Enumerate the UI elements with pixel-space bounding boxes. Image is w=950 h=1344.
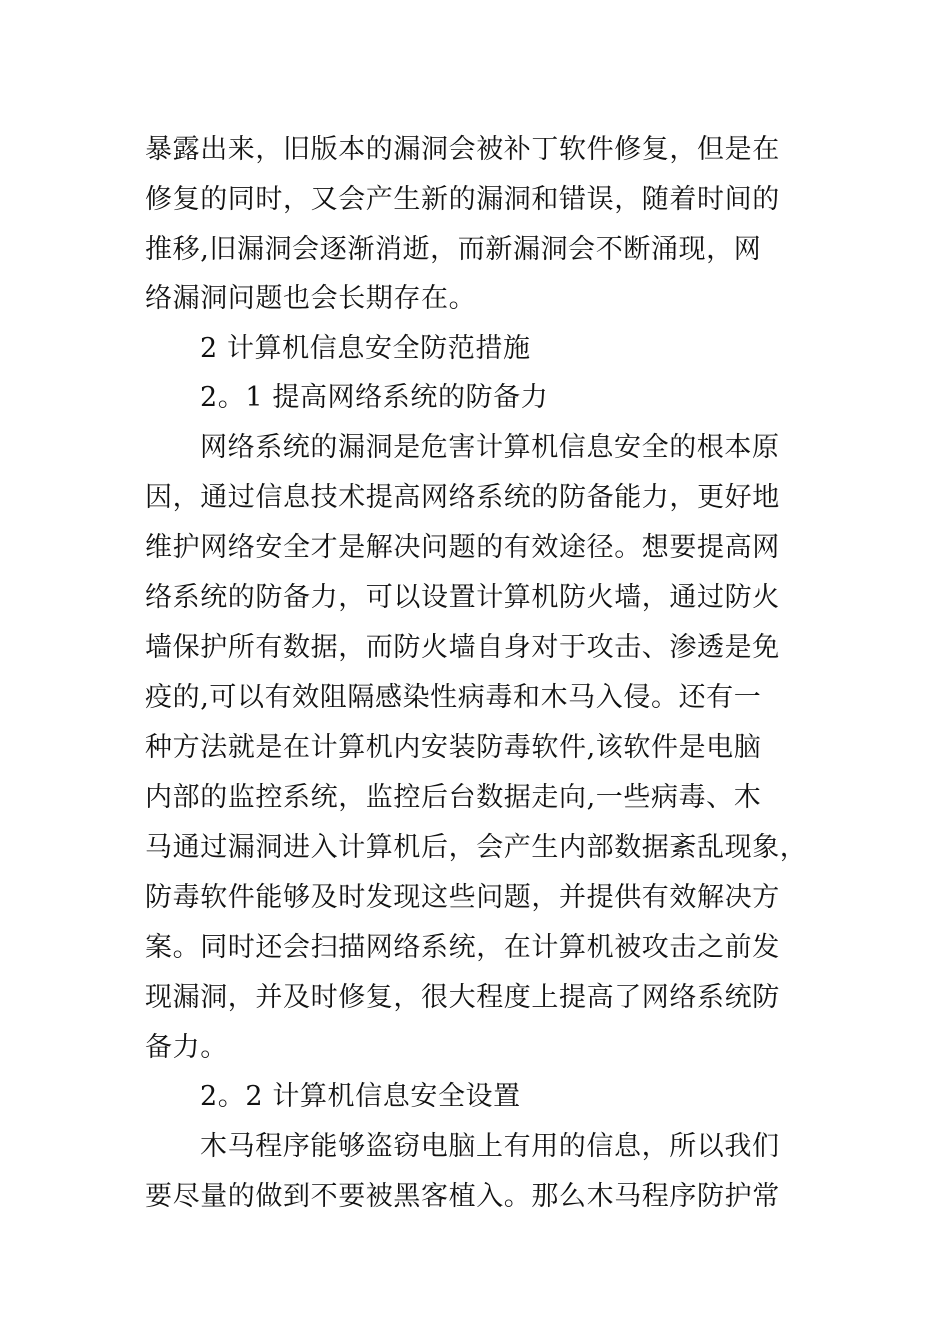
text-line: 修复的同时，又会产生新的漏洞和错误，随着时间的 — [145, 184, 780, 215]
text-line: 防毒软件能够及时发现这些问题，并提供有效解决方 — [145, 882, 780, 913]
text-line: 马通过漏洞进入计算机后，会产生内部数据紊乱现象， — [145, 832, 808, 863]
text-line: 络漏洞问题也会长期存在。 — [145, 283, 477, 314]
text-line: 现漏洞，并及时修复，很大程度上提高了网络系统防 — [145, 982, 780, 1013]
text-line: 种方法就是在计算机内安装防毒软件,该软件是电脑 — [145, 732, 762, 763]
text-line: 因，通过信息技术提高网络系统的防备能力，更好地 — [145, 482, 780, 513]
subsection-heading: 2。2 计算机信息安全设置 — [200, 1081, 521, 1112]
text-line: 墙保护所有数据，而防火墙自身对于攻击、渗透是免 — [145, 632, 780, 663]
text-line: 要尽量的做到不要被黑客植入。那么木马程序防护常 — [145, 1181, 780, 1212]
text-line: 暴露出来，旧版本的漏洞会被补丁软件修复，但是在 — [145, 134, 780, 165]
text-line: 木马程序能够盗窃电脑上有用的信息，所以我们 — [200, 1131, 780, 1162]
text-line: 疫的,可以有效阻隔感染性病毒和木马入侵。还有一 — [145, 682, 762, 713]
text-line: 内部的监控系统，监控后台数据走向,一些病毒、木 — [145, 782, 762, 813]
text-line: 备力。 — [145, 1032, 228, 1063]
text-line: 维护网络安全才是解决问题的有效途径。想要提高网 — [145, 532, 780, 563]
text-line: 网络系统的漏洞是危害计算机信息安全的根本原 — [200, 432, 780, 463]
section-heading: 2 计算机信息安全防范措施 — [200, 333, 531, 364]
text-line: 络系统的防备力，可以设置计算机防火墙，通过防火 — [145, 582, 780, 613]
subsection-heading: 2。1 提高网络系统的防备力 — [200, 382, 549, 413]
text-line: 案。同时还会扫描网络系统，在计算机被攻击之前发 — [145, 932, 780, 963]
text-line: 推移,旧漏洞会逐渐消逝，而新漏洞会不断涌现，网 — [145, 234, 762, 265]
